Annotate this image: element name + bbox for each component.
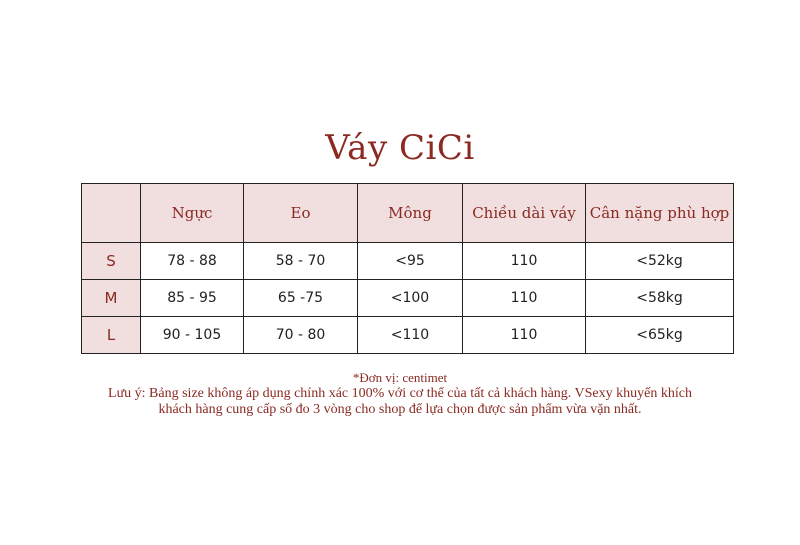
chieu-dai-cell: 110 xyxy=(463,280,586,317)
can-nang-cell: <65kg xyxy=(586,317,734,354)
header-eo: Eo xyxy=(244,184,358,243)
header-nguc: Ngực xyxy=(141,184,244,243)
notes-section xyxy=(0,370,800,418)
size-label-cell: S xyxy=(82,243,141,280)
chieu-dai-cell: 110 xyxy=(463,317,586,354)
mong-cell: <110 xyxy=(358,317,463,354)
disclaimer-line-2: khách hàng cung cấp số đo 3 vòng cho shop để lựa chọn được sản phẩm vừa vặn nhất. xyxy=(158,402,642,417)
eo-cell: 70 - 80 xyxy=(244,317,358,354)
nguc-cell: 90 - 105 xyxy=(141,317,244,354)
mong-cell: <95 xyxy=(358,243,463,280)
header-chieu-dai-vay: Chiều dài váy xyxy=(463,184,586,243)
can-nang-cell: <52kg xyxy=(586,243,734,280)
page-title: Váy CiCi xyxy=(325,128,475,168)
table-row xyxy=(82,317,734,354)
chieu-dai-cell: 110 xyxy=(463,243,586,280)
disclaimer-line-1: Lưu ý: Bảng size không áp dụng chính xác 100% với cơ thể của tất cả khách hàng. VSexy khuyến khích xyxy=(108,386,692,401)
table-header-row xyxy=(82,184,734,243)
eo-cell: 58 - 70 xyxy=(244,243,358,280)
table-row xyxy=(82,280,734,317)
size-chart-table xyxy=(81,183,734,354)
size-label-cell: L xyxy=(82,317,141,354)
size-label-cell: M xyxy=(82,280,141,317)
eo-cell: 65 -75 xyxy=(244,280,358,317)
nguc-cell: 85 - 95 xyxy=(141,280,244,317)
header-corner-cell xyxy=(82,184,141,243)
header-mong: Mông xyxy=(358,184,463,243)
nguc-cell: 78 - 88 xyxy=(141,243,244,280)
mong-cell: <100 xyxy=(358,280,463,317)
header-can-nang: Cân nặng phù hợp xyxy=(586,184,734,243)
can-nang-cell: <58kg xyxy=(586,280,734,317)
unit-note: *Đơn vị: centimet xyxy=(352,370,448,385)
table-row xyxy=(82,243,734,280)
